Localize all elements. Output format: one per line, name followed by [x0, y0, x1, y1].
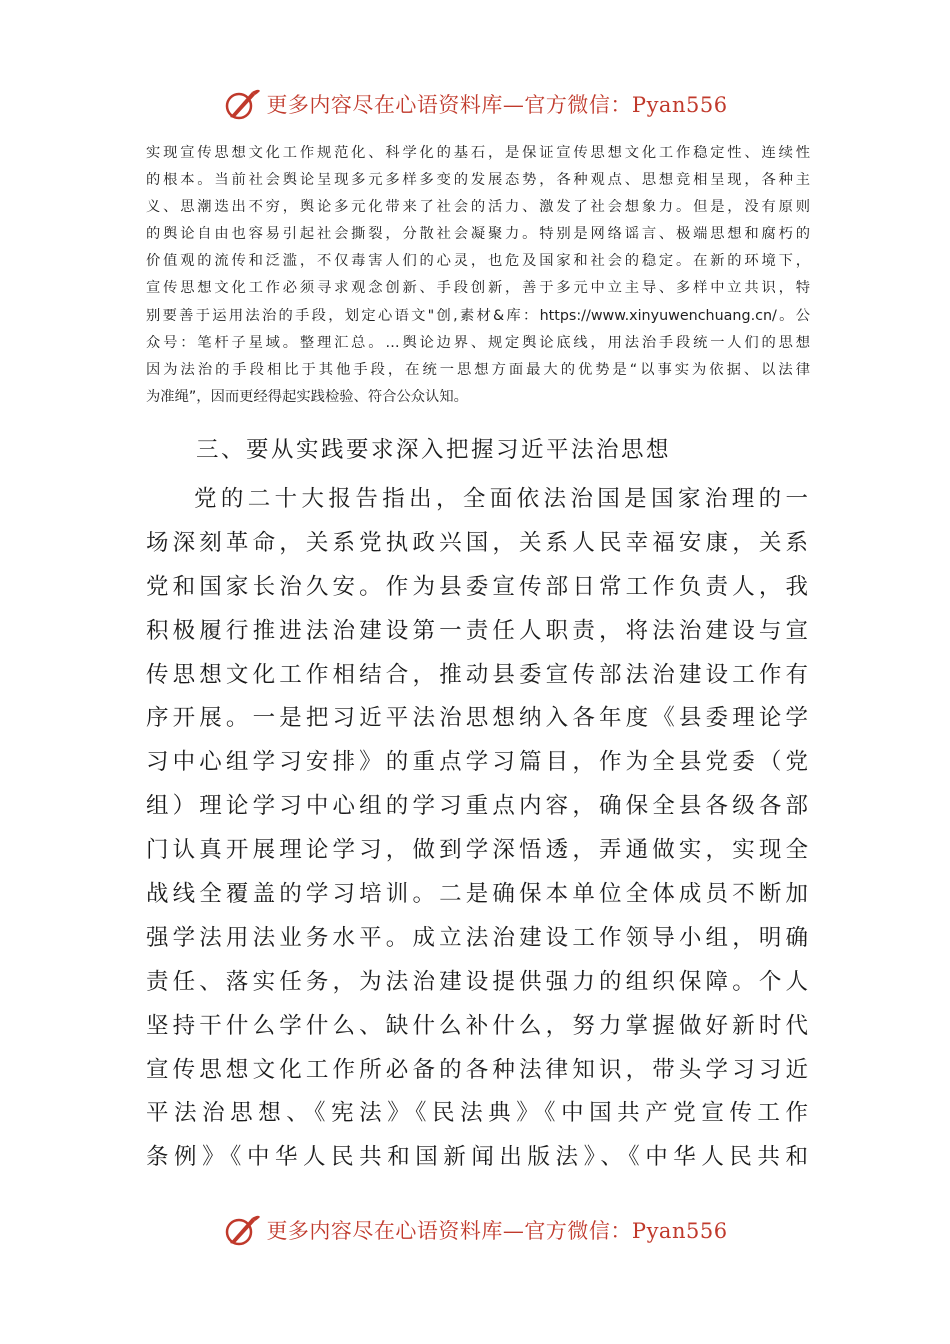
text-line: 宣传思想文化工作所必备的各种法律知识，带头学习习近	[146, 1056, 808, 1083]
text-line: 条例》《中华人民共和国新闻出版法》、《中华人民共和	[146, 1144, 808, 1171]
watermark-text-top: 更多内容尽在心语资料库—官方微信：Pyan556	[266, 93, 728, 117]
watermark-banner-bottom	[0, 1210, 950, 1250]
text-line: 别要善于运用法治的手段，划定心语文"创,素材&库：https://www.xinyuwenchuang.cn/。公	[146, 307, 810, 324]
text-line: 传思想文化工作相结合，推动县委宣传部法治建设工作有	[146, 661, 808, 688]
text-line: 的根本。当前社会舆论呈现多元多样多变的发展态势，各种观点、思想竞相呈现，各种主	[146, 172, 810, 189]
text-line: 实现宣传思想文化工作规范化、科学化的基石，是保证宣传思想文化工作稳定性、连续性	[146, 145, 810, 161]
text-line: 战线全覆盖的学习培训。二是确保本单位全体成员不断加	[146, 881, 808, 908]
text-line: 平法治思想、《宪法》《民法典》《中国共产党宣传工作	[146, 1100, 808, 1127]
text-line: 积极履行推进法治建设第一责任人职责，将法治建设与宣	[146, 617, 808, 644]
text-line: 因为法治的手段相比于其他手段，在统一思想方面最大的优势是“以事实为依据、以法律	[146, 361, 810, 378]
text-line: 组）理论学习中心组的学习重点内容，确保全县各级各部	[146, 793, 808, 820]
text-line: 坚持干什么学什么、缺什么补什么，努力掌握做好新时代	[146, 1012, 808, 1039]
text-line: 门认真开展理论学习，做到学深悟透，弄通做实，实现全	[146, 837, 808, 864]
text-line: 场深刻革命，关系党执政兴国，关系人民幸福安康，关系	[146, 529, 808, 556]
watermark-text-bottom: 更多内容尽在心语资料库—官方微信：Pyan556	[266, 1219, 728, 1243]
text-line: 党的二十大报告指出，全面依法治国是国家治理的一	[194, 486, 808, 512]
text-line: 宣传思想文化工作必须寻求观念创新、手段创新，善于多元中立主导、多样中立共识，特	[146, 280, 810, 297]
text-line: 党和国家长治久安。作为县委宣传部日常工作负责人，我	[146, 573, 808, 600]
text-line: 的舆论自由也容易引起社会撕裂，分散社会凝聚力。特别是网络谣言、极端思想和腐朽的	[146, 226, 810, 243]
main-paragraph	[146, 478, 808, 1180]
text-line: 习中心组学习安排》的重点学习篇目，作为全县党委（党	[146, 749, 808, 776]
quill-pen-circle-icon	[222, 1212, 262, 1248]
intro-paragraph	[146, 140, 810, 411]
watermark-banner-top	[0, 84, 950, 124]
text-line: 为准绳”，因而更经得起实践检验、符合公众认知。	[146, 388, 468, 405]
text-line: 众号：笔杆子星域。整理汇总。…舆论边界、规定舆论底线，用法治手段统一人们的思想	[146, 334, 810, 351]
text-line: 价值观的流传和泛滥，不仅毒害人们的心灵，也危及国家和社会的稳定。在新的环境下，	[146, 253, 810, 270]
quill-pen-circle-icon	[222, 86, 262, 122]
text-line: 强学法用法业务水平。成立法治建设工作领导小组，明确	[146, 924, 808, 951]
text-line: 义、思潮迭出不穷，舆论多元化带来了社会的活力、激发了社会想象力。但是，没有原则	[146, 199, 810, 216]
text-line: 序开展。一是把习近平法治思想纳入各年度《县委理论学	[146, 705, 808, 732]
section-heading: 三、要从实践要求深入把握习近平法治思想	[196, 437, 672, 463]
text-line: 责任、落实任务，为法治建设提供强力的组织保障。个人	[146, 968, 808, 995]
